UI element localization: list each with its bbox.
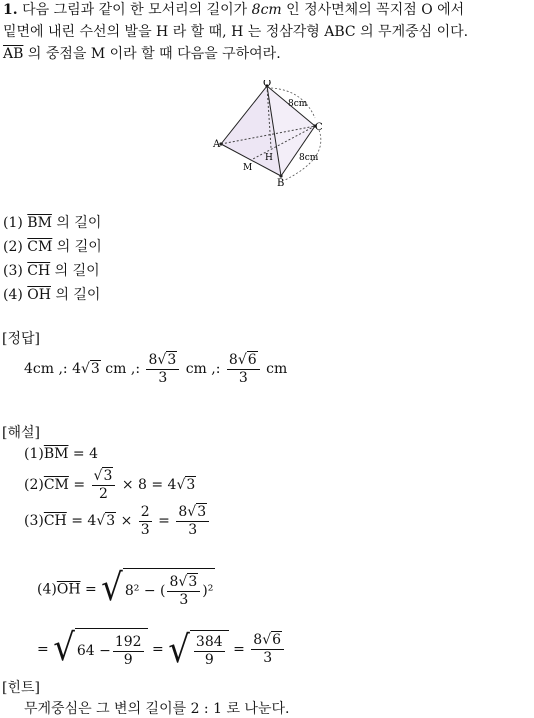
answer-4-unit: cm (266, 361, 288, 377)
hint-text: 무게중심은 그 변의 길이를 2 : 1 로 나눈다. (24, 701, 290, 717)
problem-line-1 (3, 0, 464, 20)
question-text: 의 길이 (56, 239, 102, 255)
question-segment: $\overline{CM}$ (27, 239, 53, 255)
label-len-bc: 8cm (299, 153, 319, 163)
explanation-header: [해설] (2, 425, 40, 441)
label-a: A (213, 139, 221, 150)
answer-3-fraction: $\frac{8√3}{3}$ (146, 352, 179, 387)
label-o: O (263, 80, 272, 89)
question-text: 의 길이 (55, 287, 101, 303)
explanation-step-3: $(3)\overline{CH} = 4√3$ × $\frac{2}{3}$ = $\frac{8√3}{3}$ (24, 502, 211, 540)
explanation-step-4: $(4)\overline{OH}$ = √ 8² − ( $\frac{8√3}{3}$ )² (37, 565, 214, 610)
question-2 (3, 237, 102, 257)
problem-line-2: 밑면에 내린 수선의 발을 H 라 할 때, H 는 정삼각형 ABC 의 무게중심 이다. (3, 24, 469, 40)
sqrt: √3 (81, 361, 100, 377)
question-number: (2) (3, 239, 23, 255)
answer-4-fraction: $\frac{8√6}{3}$ (227, 352, 260, 387)
question-number: (4) (3, 287, 23, 303)
question-number: (3) (3, 263, 23, 279)
label-len-oc: 8cm (288, 99, 308, 109)
problem-number: 1. (3, 2, 18, 18)
problem-text-1b: 인 정사면체의 꼭지점 O 에서 (286, 2, 465, 18)
problem-text-1: 다음 그림과 같이 한 모서리의 길이가 (22, 2, 248, 18)
answer-line (24, 350, 287, 388)
question-4 (3, 285, 100, 305)
explanation-step-1: $(1)\overline{BM} = 4$ (24, 446, 99, 462)
answer-1: 4cm ,: 4 (24, 361, 81, 377)
question-text: 의 길이 (54, 263, 100, 279)
problem-line-3 (3, 44, 281, 64)
explanation-step-2: $(2)\overline{CM}$ = $\frac{√3}{2}$ × 8 = 4√3 (24, 467, 196, 502)
question-number: (1) (3, 215, 23, 231)
question-segment: $\overline{CH}$ (27, 263, 51, 279)
question-3 (3, 261, 100, 281)
answer-2-unit: cm ,: (105, 361, 141, 377)
question-segment: $\overline{OH}$ (27, 287, 51, 303)
label-c: C (315, 122, 323, 133)
question-text: 의 길이 (56, 215, 102, 231)
edge-length: 8cm (251, 2, 282, 18)
question-segment: $\overline{BM}$ (27, 215, 52, 231)
tetrahedron-figure (205, 80, 335, 190)
answer-3-unit: cm ,: (185, 361, 221, 377)
problem-text-3: 의 중점을 M 이라 할 때 다음을 구하여라. (27, 46, 281, 62)
label-b: B (277, 178, 285, 189)
hint-header: [힌트] (2, 680, 40, 696)
question-1 (3, 213, 101, 233)
label-h: H (265, 153, 273, 163)
label-m: M (243, 163, 253, 173)
answer-header: [정답] (2, 331, 40, 347)
segment-ab: $\overline{AB}$ (3, 46, 24, 62)
explanation-step-5: = √ 64 − $\frac{192}{9}$ = √ $\frac{384}{9}$ = $\frac{8√6}{3}$ (37, 628, 286, 671)
